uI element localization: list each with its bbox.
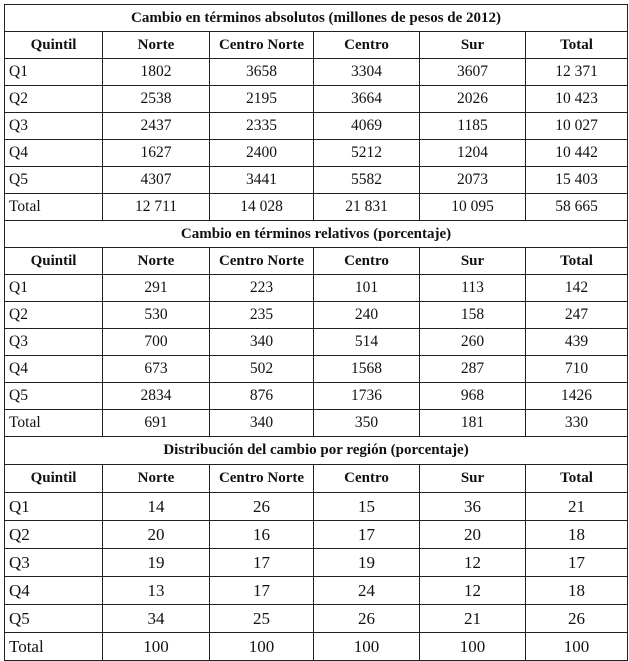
cell: 181 bbox=[420, 410, 526, 437]
cell: 26 bbox=[314, 605, 420, 633]
cell: 58 665 bbox=[526, 194, 628, 221]
total-row bbox=[5, 633, 628, 661]
table-row bbox=[5, 275, 628, 302]
column-header: Quintil bbox=[5, 32, 103, 59]
cell: 968 bbox=[420, 383, 526, 410]
column-header: Norte bbox=[103, 248, 210, 275]
table-row bbox=[5, 113, 628, 140]
cell: 2026 bbox=[420, 86, 526, 113]
column-header: Sur bbox=[420, 32, 526, 59]
cell: 876 bbox=[210, 383, 314, 410]
cell: 12 371 bbox=[526, 59, 628, 86]
cell: 260 bbox=[420, 329, 526, 356]
row-label: Q2 bbox=[5, 86, 103, 113]
cell: 34 bbox=[103, 605, 210, 633]
cell: 142 bbox=[526, 275, 628, 302]
header-row bbox=[5, 32, 628, 59]
cell: 19 bbox=[314, 549, 420, 577]
cell: 100 bbox=[103, 633, 210, 661]
cell: 1426 bbox=[526, 383, 628, 410]
section-title: Cambio en términos relativos (porcentaje) bbox=[5, 221, 628, 248]
cell: 13 bbox=[103, 577, 210, 605]
cell: 2335 bbox=[210, 113, 314, 140]
table-row bbox=[5, 329, 628, 356]
table-row bbox=[5, 493, 628, 521]
cell: 2538 bbox=[103, 86, 210, 113]
section-distribution bbox=[5, 437, 628, 661]
table-row bbox=[5, 59, 628, 86]
row-label: Q1 bbox=[5, 275, 103, 302]
cell: 24 bbox=[314, 577, 420, 605]
section-relative bbox=[5, 221, 628, 437]
cell: 2073 bbox=[420, 167, 526, 194]
section-title: Distribución del cambio por región (porcentaje) bbox=[5, 437, 628, 465]
cell: 158 bbox=[420, 302, 526, 329]
cell: 14 028 bbox=[210, 194, 314, 221]
row-label: Q2 bbox=[5, 302, 103, 329]
cell: 2437 bbox=[103, 113, 210, 140]
row-label: Q5 bbox=[5, 605, 103, 633]
cell: 330 bbox=[526, 410, 628, 437]
section-absolute bbox=[5, 5, 628, 221]
column-header: Norte bbox=[103, 32, 210, 59]
row-label: Q3 bbox=[5, 549, 103, 577]
cell: 20 bbox=[103, 521, 210, 549]
cell: 530 bbox=[103, 302, 210, 329]
row-label: Total bbox=[5, 633, 103, 661]
row-label: Q5 bbox=[5, 383, 103, 410]
cell: 673 bbox=[103, 356, 210, 383]
cell: 235 bbox=[210, 302, 314, 329]
cell: 15 403 bbox=[526, 167, 628, 194]
cell: 4307 bbox=[103, 167, 210, 194]
cell: 5582 bbox=[314, 167, 420, 194]
cell: 12 bbox=[420, 577, 526, 605]
table-row bbox=[5, 549, 628, 577]
column-header: Total bbox=[526, 248, 628, 275]
cell: 3304 bbox=[314, 59, 420, 86]
table-row bbox=[5, 383, 628, 410]
cell: 287 bbox=[420, 356, 526, 383]
cell: 350 bbox=[314, 410, 420, 437]
cell: 691 bbox=[103, 410, 210, 437]
total-row bbox=[5, 410, 628, 437]
cell: 21 bbox=[526, 493, 628, 521]
header-row bbox=[5, 465, 628, 493]
cell: 17 bbox=[314, 521, 420, 549]
cell: 10 423 bbox=[526, 86, 628, 113]
cell: 2834 bbox=[103, 383, 210, 410]
section-title: Cambio en términos absolutos (millones de pesos de 2012) bbox=[5, 5, 628, 32]
cell: 3658 bbox=[210, 59, 314, 86]
cell: 17 bbox=[526, 549, 628, 577]
cell: 100 bbox=[314, 633, 420, 661]
cell: 502 bbox=[210, 356, 314, 383]
table-row bbox=[5, 605, 628, 633]
cell: 1204 bbox=[420, 140, 526, 167]
cell: 340 bbox=[210, 410, 314, 437]
column-header: Centro Norte bbox=[210, 465, 314, 493]
cell: 439 bbox=[526, 329, 628, 356]
cell: 1568 bbox=[314, 356, 420, 383]
cell: 17 bbox=[210, 549, 314, 577]
table-row bbox=[5, 302, 628, 329]
cell: 10 027 bbox=[526, 113, 628, 140]
row-label: Q3 bbox=[5, 113, 103, 140]
row-label: Q1 bbox=[5, 59, 103, 86]
table-row bbox=[5, 577, 628, 605]
column-header: Quintil bbox=[5, 465, 103, 493]
cell: 3441 bbox=[210, 167, 314, 194]
total-row bbox=[5, 194, 628, 221]
cell: 10 442 bbox=[526, 140, 628, 167]
cell: 14 bbox=[103, 493, 210, 521]
cell: 100 bbox=[210, 633, 314, 661]
column-header: Sur bbox=[420, 248, 526, 275]
cell: 19 bbox=[103, 549, 210, 577]
cell: 12 711 bbox=[103, 194, 210, 221]
column-header: Centro Norte bbox=[210, 32, 314, 59]
cell: 17 bbox=[210, 577, 314, 605]
cell: 101 bbox=[314, 275, 420, 302]
cell: 3607 bbox=[420, 59, 526, 86]
cell: 1185 bbox=[420, 113, 526, 140]
cell: 1736 bbox=[314, 383, 420, 410]
row-label: Total bbox=[5, 194, 103, 221]
cell: 21 831 bbox=[314, 194, 420, 221]
header-row bbox=[5, 248, 628, 275]
column-header: Sur bbox=[420, 465, 526, 493]
table-row bbox=[5, 167, 628, 194]
cell: 2195 bbox=[210, 86, 314, 113]
cell: 1627 bbox=[103, 140, 210, 167]
row-label: Q4 bbox=[5, 356, 103, 383]
column-header: Quintil bbox=[5, 248, 103, 275]
row-label: Q3 bbox=[5, 329, 103, 356]
column-header: Centro Norte bbox=[210, 248, 314, 275]
column-header: Norte bbox=[103, 465, 210, 493]
column-header: Centro bbox=[314, 32, 420, 59]
row-label: Q2 bbox=[5, 521, 103, 549]
table-row bbox=[5, 86, 628, 113]
cell: 25 bbox=[210, 605, 314, 633]
cell: 20 bbox=[420, 521, 526, 549]
column-header: Centro bbox=[314, 248, 420, 275]
cell: 21 bbox=[420, 605, 526, 633]
cell: 26 bbox=[526, 605, 628, 633]
row-label: Q4 bbox=[5, 577, 103, 605]
cell: 12 bbox=[420, 549, 526, 577]
cell: 113 bbox=[420, 275, 526, 302]
row-label: Q4 bbox=[5, 140, 103, 167]
cell: 100 bbox=[526, 633, 628, 661]
cell: 18 bbox=[526, 577, 628, 605]
document bbox=[4, 4, 628, 661]
cell: 5212 bbox=[314, 140, 420, 167]
cell: 710 bbox=[526, 356, 628, 383]
cell: 4069 bbox=[314, 113, 420, 140]
cell: 514 bbox=[314, 329, 420, 356]
column-header: Total bbox=[526, 465, 628, 493]
column-header: Total bbox=[526, 32, 628, 59]
cell: 2400 bbox=[210, 140, 314, 167]
cell: 26 bbox=[210, 493, 314, 521]
table-row bbox=[5, 140, 628, 167]
cell: 18 bbox=[526, 521, 628, 549]
row-label: Q5 bbox=[5, 167, 103, 194]
table-row bbox=[5, 521, 628, 549]
row-label: Q1 bbox=[5, 493, 103, 521]
cell: 223 bbox=[210, 275, 314, 302]
cell: 100 bbox=[420, 633, 526, 661]
cell: 340 bbox=[210, 329, 314, 356]
cell: 1802 bbox=[103, 59, 210, 86]
table-row bbox=[5, 356, 628, 383]
cell: 3664 bbox=[314, 86, 420, 113]
cell: 247 bbox=[526, 302, 628, 329]
cell: 16 bbox=[210, 521, 314, 549]
column-header: Centro bbox=[314, 465, 420, 493]
cell: 36 bbox=[420, 493, 526, 521]
cell: 10 095 bbox=[420, 194, 526, 221]
cell: 240 bbox=[314, 302, 420, 329]
cell: 700 bbox=[103, 329, 210, 356]
data-table bbox=[4, 4, 628, 661]
row-label: Total bbox=[5, 410, 103, 437]
cell: 15 bbox=[314, 493, 420, 521]
cell: 291 bbox=[103, 275, 210, 302]
